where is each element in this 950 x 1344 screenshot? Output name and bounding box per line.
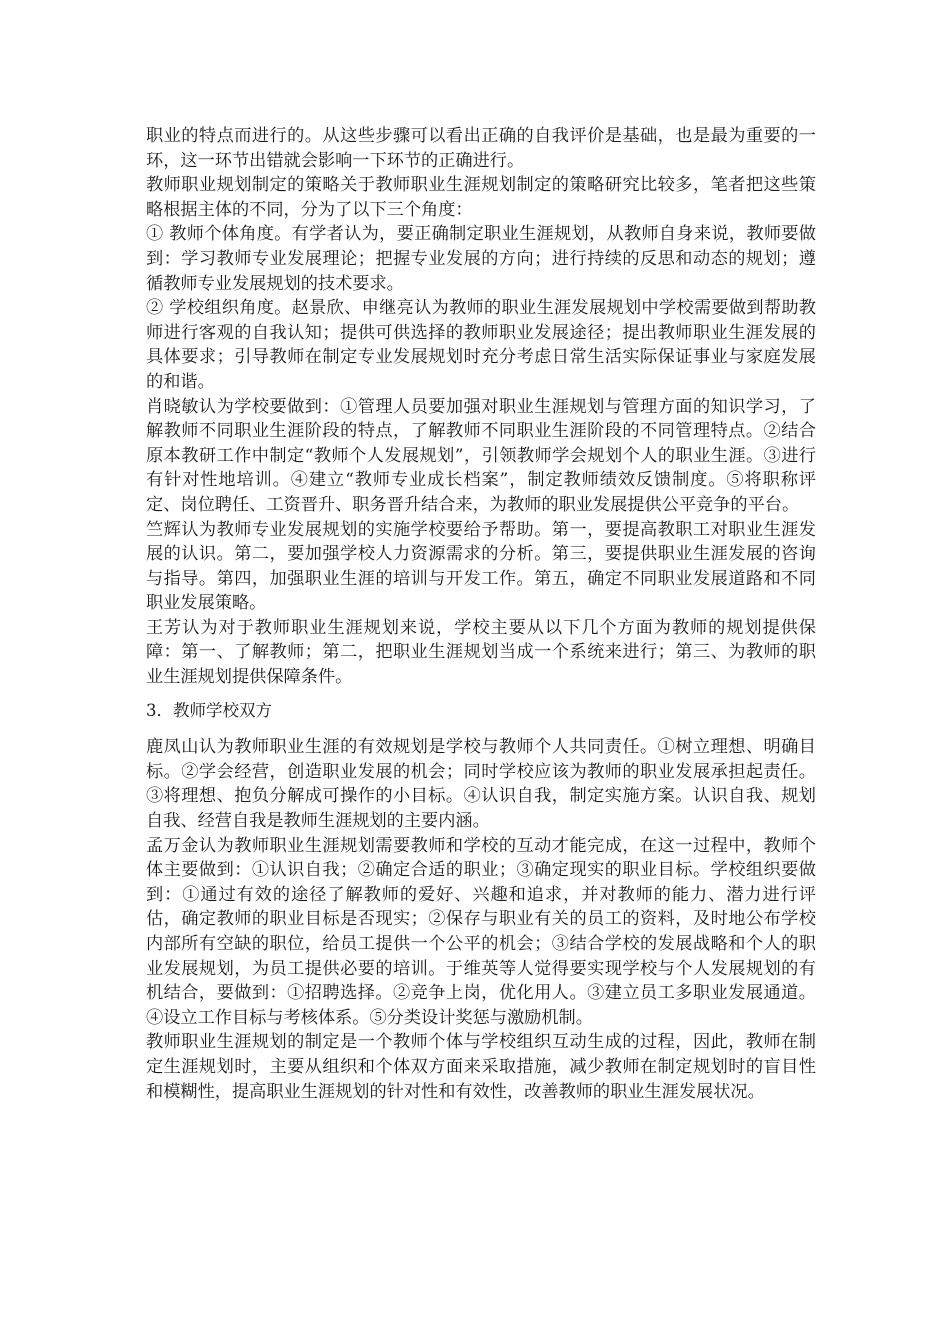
document-page (146, 124, 816, 1104)
paragraph-teacher-individual: ① 教师个体角度。有学者认为，要正确制定职业生涯规划，从教师自身来说，教师要做到：学习教师专业发展理论；把握专业发展的方向；进行持续的反思和动态的规划；遵循教师专业发展规划的技术要求。 (146, 224, 816, 294)
paragraph-strategy-intro: 教师职业规划制定的策略关于教师职业生涯规划制定的策略研究比较多，笔者把这些策略根据主体的不同，分为了以下三个角度： (146, 175, 816, 220)
paragraph-meng-wanjin: 孟万金认为教师职业生涯规划需要教师和学校的互动才能完成，在这一过程中，教师个体主要做到：①认识自我；②确定合适的职业；③确定现实的职业目标。学校组织要做到：①通过有效的途径了解教师的爱好、兴趣和追求，并对教师的能力、潜力进行评估，确定教师的职业目标是否现实；②保存与职业有关的员工的资料，及时地公布学校内部所有空缺的职位，给员工提供一个公平的机会；③结合学校的发展战略和个人的职业发展规划，为员工提供必要的培训。于维英等人觉得要实现学校与个人发展规划的有机结合，要做到：①招聘选择。②竞争上岗，优化用人。③建立员工多职业发展通道。④设立工作目标与考核体系。⑤分类设计奖惩与激励机制。 (146, 835, 816, 1028)
paragraph-career-evaluation: 职业的特点而进行的。从这些步骤可以看出正确的自我评价是基础，也是最为重要的一环，这一环节出错就会影响一下环节的正确进行。 (146, 126, 816, 171)
paragraph-conclusion: 教师职业生涯规划的制定是一个教师个体与学校组织互动生成的过程，因此，教师在制定生涯规划时，主要从组织和个体双方面来采取措施，减少教师在制定规划时的盲目性和模糊性，提高职业生涯规划的针对性和有效性，改善教师的职业生涯发展状况。 (146, 1032, 816, 1102)
paragraph-school-organization: ② 学校组织角度。赵景欣、申继亮认为教师的职业生涯发展规划中学校需要做到帮助教师进行客观的自我认知；提供可供选择的教师职业发展途径；提出教师职业生涯发展的具体要求；引导教师在制定专业发展规划时充分考虑日常生活实际保证事业与家庭发展的和谐。 (146, 298, 816, 392)
paragraph-zhu-hui: 竺辉认为教师专业发展规划的实施学校要给予帮助。第一，要提高教职工对职业生涯发展的认识。第二，要加强学校人力资源需求的分析。第三，要提供职业生涯发展的咨询与指导。第四，加强职业生涯的培训与开发工作。第五，确定不同职业发展道路和不同职业发展策略。 (146, 519, 816, 614)
paragraph-wang-fang: 王芳认为对于教师职业生涯规划来说，学校主要从以下几个方面为教师的规划提供保障：第一、了解教师；第二，把职业生涯规划当成一个系统来进行；第三、为教师的职业生涯规划提供保障条件。 (146, 617, 816, 688)
section-heading: 3．教师学校双方 (146, 700, 272, 720)
paragraph-lu-fengshan: 鹿凤山认为教师职业生涯的有效规划是学校与教师个人共同责任。①树立理想、明确目标。②学会经营，创造职业发展的机会；同时学校应该为教师的职业发展承担起责任。③将理想、抱负分解成可操作的小目标。④认识自我，制定实施方案。认识自我、规划自我、经营自我是教师生涯规划的主要内涵。 (146, 737, 816, 832)
paragraph-xiao-xiaomin: 肖晓敏认为学校要做到：①管理人员要加强对职业生涯规划与管理方面的知识学习，了解教师不同职业生涯阶段的特点，了解教师不同职业生涯阶段的不同管理特点。②结合原本教研工作中制定“教师个人发展规划”，引领教师学会规划个人的职业生涯。③进行有针对性地培训。④建立“教师专业成长档案”，制定教师绩效反馈制度。⑤将职称评定、岗位聘任、工资晋升、职务晋升结合来，为教师的职业发展提供公平竞争的平台。 (146, 396, 816, 515)
